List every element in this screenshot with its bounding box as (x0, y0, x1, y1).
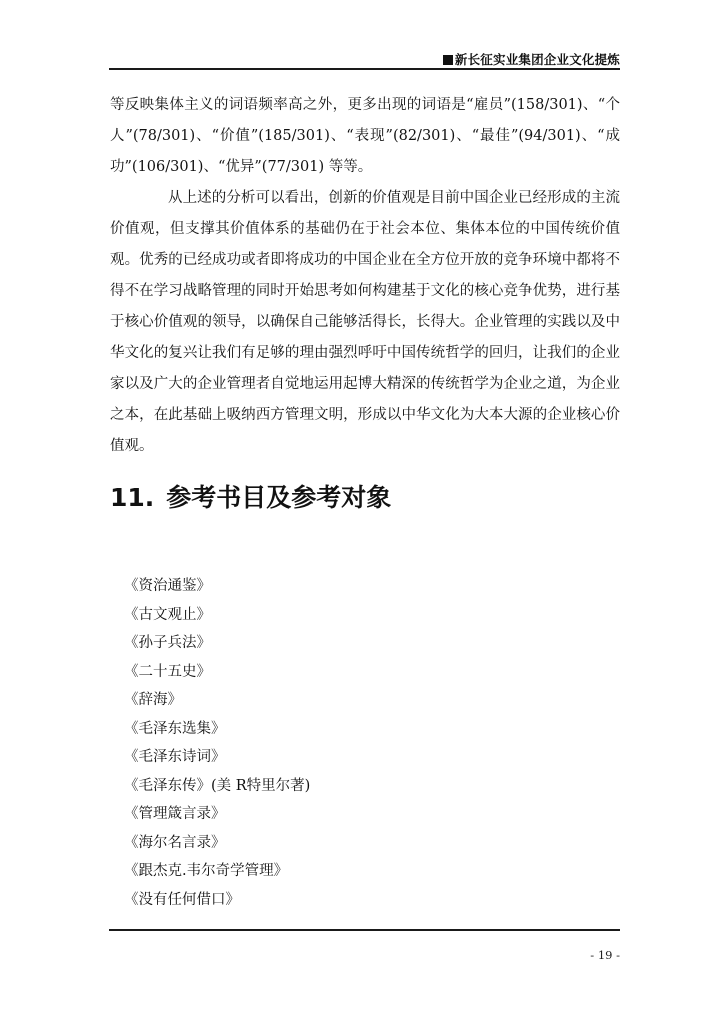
reference-list (124, 572, 310, 914)
reference-item: 《毛泽东传》(美 R特里尔著) (124, 777, 311, 794)
section-number: 11. (110, 483, 155, 512)
paragraph-analysis: 从上述的分析可以看出，创新的价值观是目前中国企业已经形成的主流价值观，但支撑其价值体系的基础仍在于社会本位、集体本位的中国传统价值观。优秀的已经成功或者即将成功的中国企业在全方位开放的竞争环境中都将不得不在学习战略管理的同时开始思考如何构建基于文化的核心竞争优势，进行基于核心价值观的领导，以确保自己能够活得长，长得大。企业管理的实践以及中华文化的复兴让我们有足够的理由强烈呼吁中国传统哲学的回归，让我们的企业家以及广大的企业管理者自觉地运用起博大精深的传统哲学为企业之道，为企业之本，在此基础上吸纳西方管理文明，形成以中华文化为大本大源的企业核心价值观。 (110, 190, 620, 454)
reference-item: 《管理箴言录》 (124, 806, 226, 822)
section-title: 参考书目及参考对象 (166, 483, 392, 512)
reference-item: 《跟杰克.韦尔奇学管理》 (124, 863, 289, 879)
reference-item: 《毛泽东诗词》 (124, 749, 226, 765)
reference-item: 《海尔名言录》 (124, 834, 226, 851)
page-number: - 19 - (590, 948, 620, 962)
footer-divider (109, 929, 620, 931)
reference-item: 《毛泽东选集》 (124, 720, 226, 737)
square-bullet-icon (443, 55, 453, 65)
reference-item: 《二十五史》 (124, 663, 211, 680)
reference-item: 《古文观止》 (124, 606, 211, 623)
reference-item: 《没有任何借口》 (124, 891, 240, 908)
reference-item: 《辞海》 (124, 692, 182, 708)
reference-item: 《资治通鉴》 (124, 578, 211, 594)
header-title: 新长征实业集团企业文化提炼 (454, 52, 620, 67)
page-header (109, 46, 620, 70)
body-text (110, 90, 620, 462)
paragraph-continued: 等反映集体主义的词语频率高之外，更多出现的词语是“雇员”(158/301)、“个人”(78/301)、“价值”(185/301)、“表现”(82/301)、“最佳”(94/301)、“成功”(106/301)、“优异”(77/301) 等等。 (110, 97, 620, 175)
reference-item: 《孙子兵法》 (124, 635, 211, 651)
section-heading (110, 478, 391, 514)
header-title-block (443, 50, 620, 68)
